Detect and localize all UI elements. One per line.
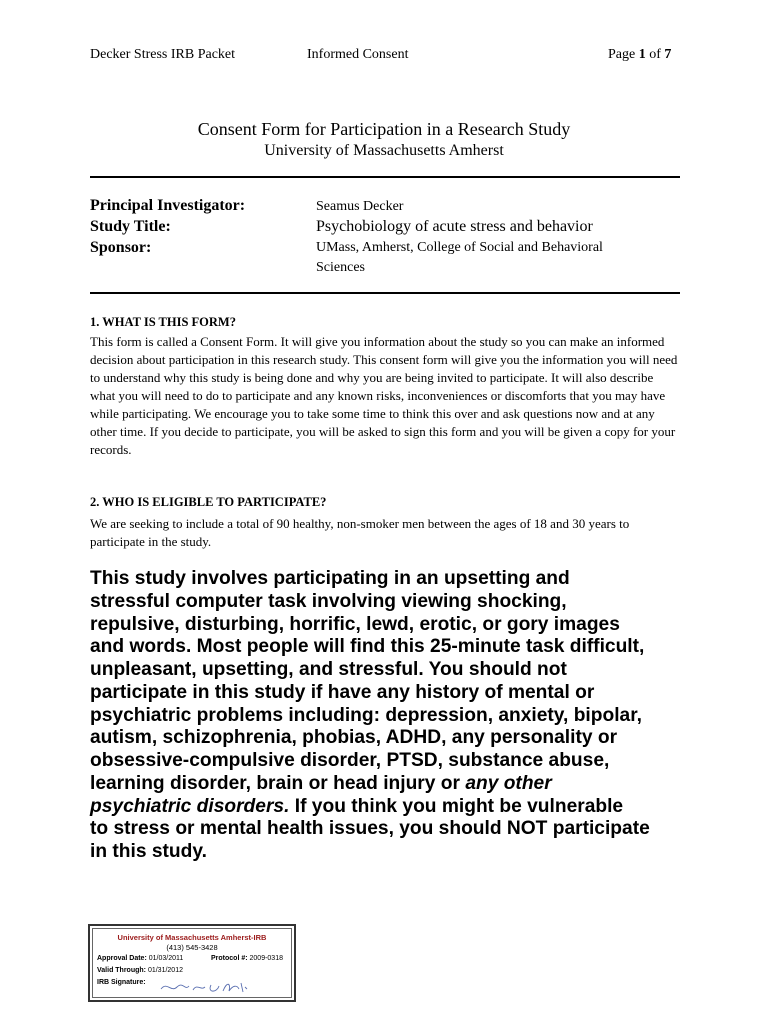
header-section-name: Informed Consent: [307, 47, 409, 62]
document-subtitle: University of Massachusetts Amherst: [264, 142, 504, 159]
section-2-heading: 2. WHO IS ELIGIBLE TO PARTICIPATE?: [90, 495, 327, 509]
section-1-heading: 1. WHAT IS THIS FORM?: [90, 315, 236, 329]
sponsor-value: UMass, Amherst, College of Social and Behavioral Sciences: [316, 240, 603, 275]
irb-phone: (413) 545-3428: [166, 943, 218, 952]
irb-approval-stamp: [88, 924, 296, 1002]
document-title: Consent Form for Participation in a Research Study: [197, 119, 571, 139]
handwritten-signature: [159, 977, 249, 997]
header-packet-name: Decker Stress IRB Packet: [90, 47, 236, 62]
approval-date: Approval Date: 01/03/2011: [97, 955, 184, 962]
section-1-body: This form is called a Consent Form. It will give you information about the study so you can make an informed decision about participation in this research study. This consent form will give you the information you will need to understand why this study is being done and why you are being invited to participate. It will also describe what you will need to do to participate and any known risks, inconveniences or discomforts that you may have while participating. We encourage you to take some time to think this over and ask questions now and at any other time. If you decide to participate, you will be asked to sign this form and you will be given a copy for your records.: [90, 334, 678, 457]
section-2-body: We are seeking to include a total of 90 healthy, non-smoker men between the ages of 18 and 30 years to participate in the study.: [90, 516, 630, 549]
pi-label: Principal Investigator:: [90, 197, 246, 214]
study-title-value: Psychobiology of acute stress and behavior: [316, 218, 593, 235]
irb-signature-label: IRB Signature:: [97, 979, 146, 986]
top-divider: [90, 176, 680, 178]
pi-value: Seamus Decker: [316, 199, 404, 214]
page-indicator: Page 1 of 7: [608, 47, 672, 62]
bottom-divider: [90, 292, 680, 294]
valid-through: Valid Through: 01/31/2012: [97, 967, 183, 974]
study-title-label: Study Title:: [90, 218, 171, 235]
protocol-number: Protocol #: 2009-0318: [211, 955, 283, 962]
sponsor-label: Sponsor:: [90, 239, 152, 256]
irb-institution: University of Massachusetts Amherst-IRB: [117, 933, 267, 942]
participation-warning: This study involves participating in an upsetting and stressful computer task involving viewing shocking, repulsive, disturbing, horrific, lewd, erotic, or gory images and words. Most people will find this 25-minute task difficult, unpleasant, upsetting, and stressful. You should not participate in this study if have any history of mental or psychiatric problems including: depression, anxiety, bipolar, autism, schizophrenia, phobias, ADHD, any personality or obsessive-compulsive disorder, PTSD, substance abuse, learning disorder, brain or head injury or any other psychiatric disorders. If you think you might be vulnerable to stress or mental health issues, you should NOT participate in this study.: [90, 568, 650, 862]
